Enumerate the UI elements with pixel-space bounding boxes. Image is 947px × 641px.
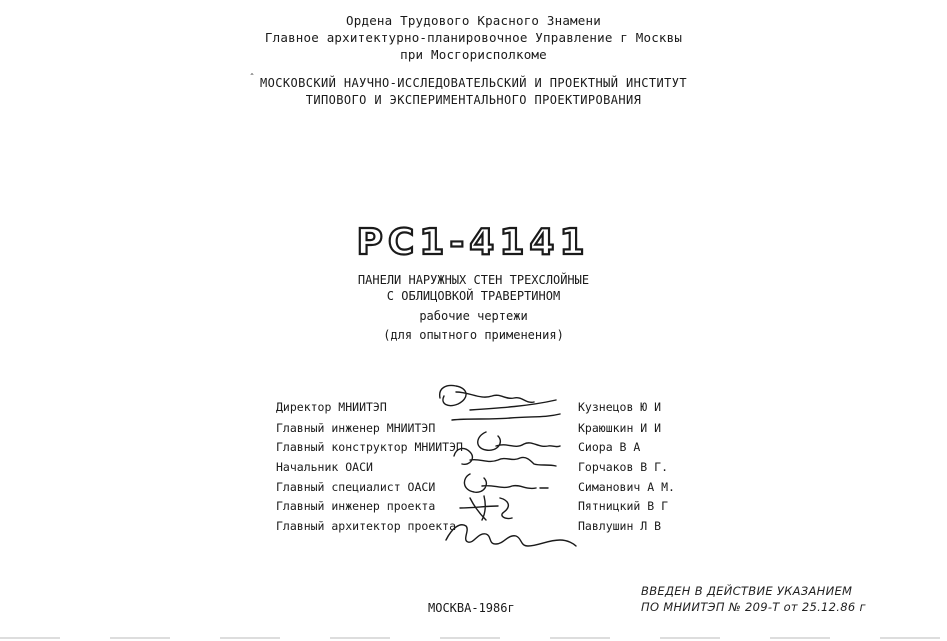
header-line-2: Главное архитектурно-планировочное Управление г Москвы xyxy=(264,30,683,45)
signatory-name: Симанович А М. xyxy=(578,480,675,494)
signature xyxy=(454,449,556,466)
signature xyxy=(452,414,560,420)
stamp-line-2: ПО МНИИТЭП № 209-Т от 25.12.86 г xyxy=(641,600,866,614)
header-line-1: Ордена Трудового Красного Знамени xyxy=(346,13,601,28)
signatory-role: Директор МНИИТЭП xyxy=(276,400,387,414)
description-line-3: рабочие чертежи xyxy=(419,309,528,323)
description-line-2: С ОБЛИЦОВКОЙ ТРАВЕРТИНОМ xyxy=(386,289,561,303)
header-line-3: при Мосгорисполкоме xyxy=(400,47,547,62)
city-year: МОСКВА-1986г xyxy=(428,601,515,615)
description-line-1: ПАНЕЛИ НАРУЖНЫХ СТЕН ТРЕХСЛОЙНЫЕ xyxy=(357,273,590,287)
signature xyxy=(464,474,548,492)
signatory-role: Главный инженер проекта xyxy=(276,499,436,513)
signatory-name: Пятницкий В Г xyxy=(578,499,669,513)
signature xyxy=(440,386,556,411)
signatory-role: Главный конструктор МНИИТЭП xyxy=(276,440,463,454)
signatory-name: Краюшкин И И xyxy=(578,421,662,435)
signatory-name: Сиора В А xyxy=(578,440,641,454)
scan-mark: ˆ xyxy=(249,73,256,84)
signature xyxy=(460,496,512,520)
signatory-role: Главный специалист ОАСИ xyxy=(276,480,436,494)
description-line-4: (для опытного применения) xyxy=(383,328,564,342)
scan-edge xyxy=(0,637,947,639)
signatory-role: Главный инженер МНИИТЭП xyxy=(276,421,436,435)
signature xyxy=(446,525,576,546)
institute-line-2: ТИПОВОГО И ЭКСПЕРИМЕНТАЛЬНОГО ПРОЕКТИРОВАНИЯ xyxy=(305,93,642,107)
signatory-role: Начальник ОАСИ xyxy=(276,460,373,474)
signatory-name: Горчаков В Г. xyxy=(578,460,669,474)
signatory-name: Кузнецов Ю И xyxy=(578,400,662,414)
signature xyxy=(478,432,560,450)
series-code: РС1-4141 xyxy=(356,222,590,263)
institute-line-1: МОСКОВСКИЙ НАУЧНО-ИССЛЕДОВАТЕЛЬСКИЙ И ПРОЕКТНЫЙ ИНСТИТУТ xyxy=(260,76,687,90)
signatory-name: Павлушин Л В xyxy=(578,519,662,533)
stamp-line-1: ВВЕДЕН В ДЕЙСТВИЕ УКАЗАНИЕМ xyxy=(641,584,853,598)
signatory-role: Главный архитектор проекта xyxy=(276,519,457,533)
